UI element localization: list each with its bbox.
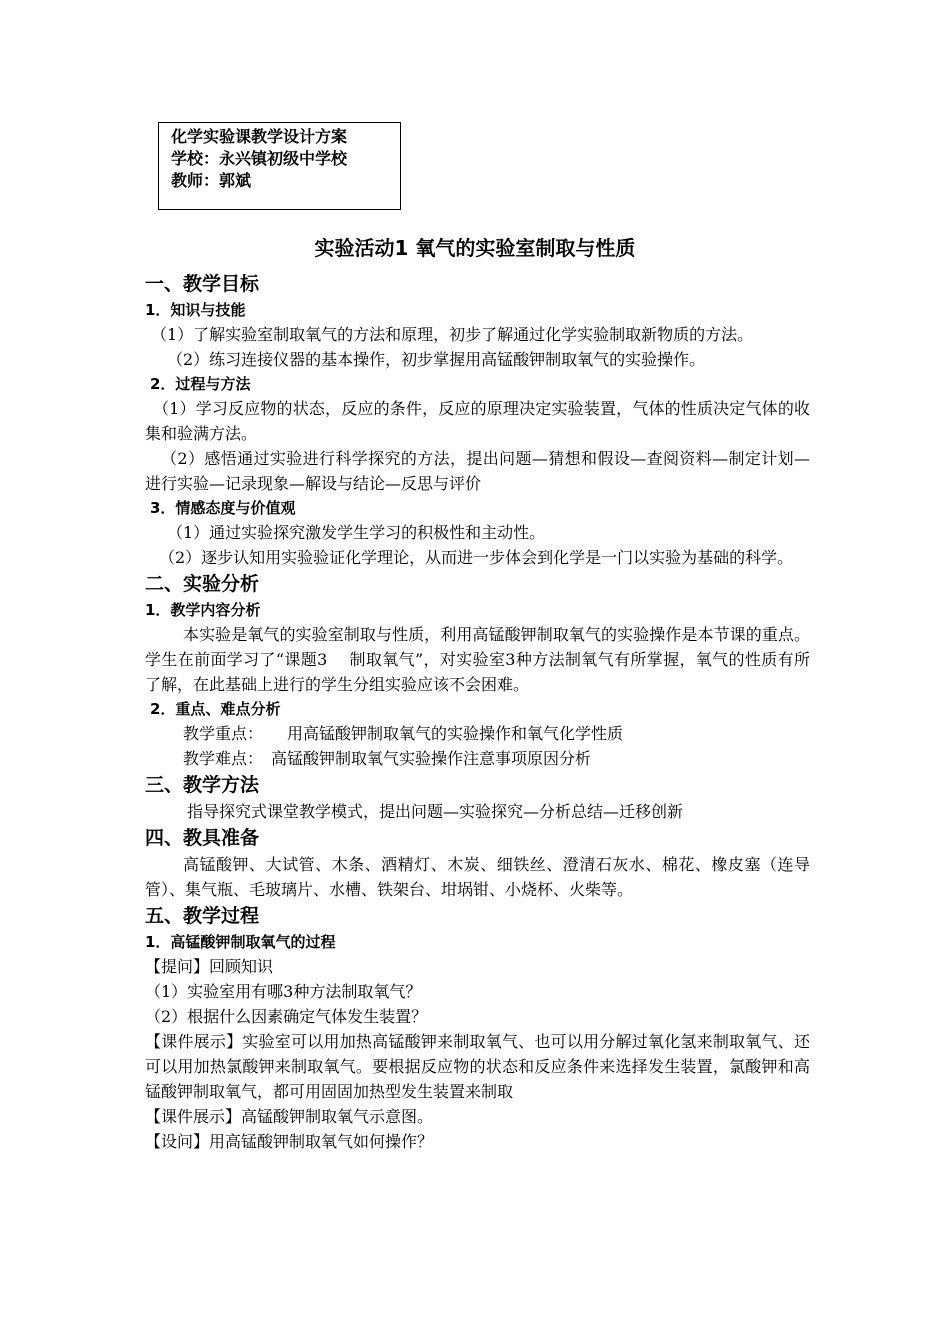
paragraph: （1）实验室用有哪3种方法制取氧气？ [145, 982, 422, 1001]
header-teacher: 教师：郭斌 [171, 171, 252, 190]
section-heading-method: 三、教学方法 [145, 774, 260, 796]
section-heading-materials: 四、教具准备 [145, 827, 260, 849]
key-point: 教学重点： 用高锰酸钾制取氧气的实验操作和氧气化学性质 [183, 724, 624, 743]
paragraph: （2）根据什么因素确定气体发生装置？ [145, 1007, 428, 1026]
paragraph: 高锰酸钾、大试管、木条、酒精灯、木炭、细铁丝、澄清石灰水、棉花、橡皮塞（连导管）、集气瓶、毛玻璃片、水槽、铁架台、坩埚钳、小烧杯、火柴等。 [145, 855, 810, 899]
section-heading-process: 五、教学过程 [145, 905, 260, 927]
paragraph: 指导探究式课堂教学模式，提出问题—实验探究—分析总结—迁移创新 [187, 802, 684, 821]
paragraph: （1）通过实验探究激发学生学习的积极性和主动性。 [167, 523, 546, 542]
header-school: 学校：永兴镇初级中学校 [171, 149, 348, 168]
header-box [158, 122, 401, 210]
section-heading-analysis: 二、实验分析 [145, 573, 260, 595]
paragraph: 【提问】回顾知识 [145, 957, 274, 976]
paragraph: （1）学习反应物的状态，反应的条件，反应的原理决定实验装置，气体的性质决定气体的收集和验满方法。 [145, 399, 810, 443]
subheading-knowledge-skills: 1．知识与技能 [145, 301, 246, 319]
paragraph: 【课件展示】实验室可以用加热高锰酸钾来制取氧气、也可以用分解过氧化氢来制取氧气、还可以用加热氯酸钾来制取氧气。要根据反应物的状态和反应条件来选择发生装置，氯酸钾和高锰酸钾制取氧气，都可用固固加热型发生装置来制取 [145, 1032, 810, 1101]
subheading-kmno4-process: 1．高锰酸钾制取氧气的过程 [145, 933, 336, 951]
page-title: 实验活动1 氧气的实验室制取与性质 [314, 236, 636, 260]
paragraph: 【设问】用高锰酸钾制取氧气如何操作？ [145, 1132, 434, 1151]
paragraph: （2）逐步认知用实验验证化学理论，从而进一步体会到化学是一门以实验为基础的科学。 [159, 548, 794, 567]
section-heading-objectives: 一、教学目标 [145, 273, 260, 295]
paragraph: 【课件展示】高锰酸钾制取氧气示意图。 [145, 1107, 434, 1126]
paragraph: （1）了解实验室制取氧气的方法和原理，初步了解通过化学实验制取新物质的方法。 [151, 325, 754, 344]
paragraph: （2）感悟通过实验进行科学探究的方法，提出问题—猜想和假设—查阅资料—制定计划—进行实验—记录现象—解设与结论—反思与评价 [145, 449, 810, 493]
subheading-key-difficult-points: 2．重点、难点分析 [150, 700, 281, 718]
subheading-process-method: 2．过程与方法 [150, 375, 251, 393]
header-doc-type: 化学实验课教学设计方案 [171, 127, 348, 146]
paragraph: 本实验是氧气的实验室制取与性质，利用高锰酸钾制取氧气的实验操作是本节课的重点。学生在前面学习了“课题3 制取氧气”，对实验室3种方法制氧气有所掌握，氧气的性质有所了解，在此基础上进行的学生分组实验应该不会困难。 [145, 625, 810, 694]
paragraph: （2）练习连接仪器的基本操作，初步掌握用高锰酸钾制取氧气的实验操作。 [167, 350, 706, 369]
subheading-content-analysis: 1．教学内容分析 [145, 601, 261, 619]
subheading-attitude-values: 3．情感态度与价值观 [150, 499, 296, 517]
difficult-point: 教学难点： 高锰酸钾制取氧气实验操作注意事项原因分析 [183, 749, 592, 768]
document-body [145, 270, 810, 1154]
